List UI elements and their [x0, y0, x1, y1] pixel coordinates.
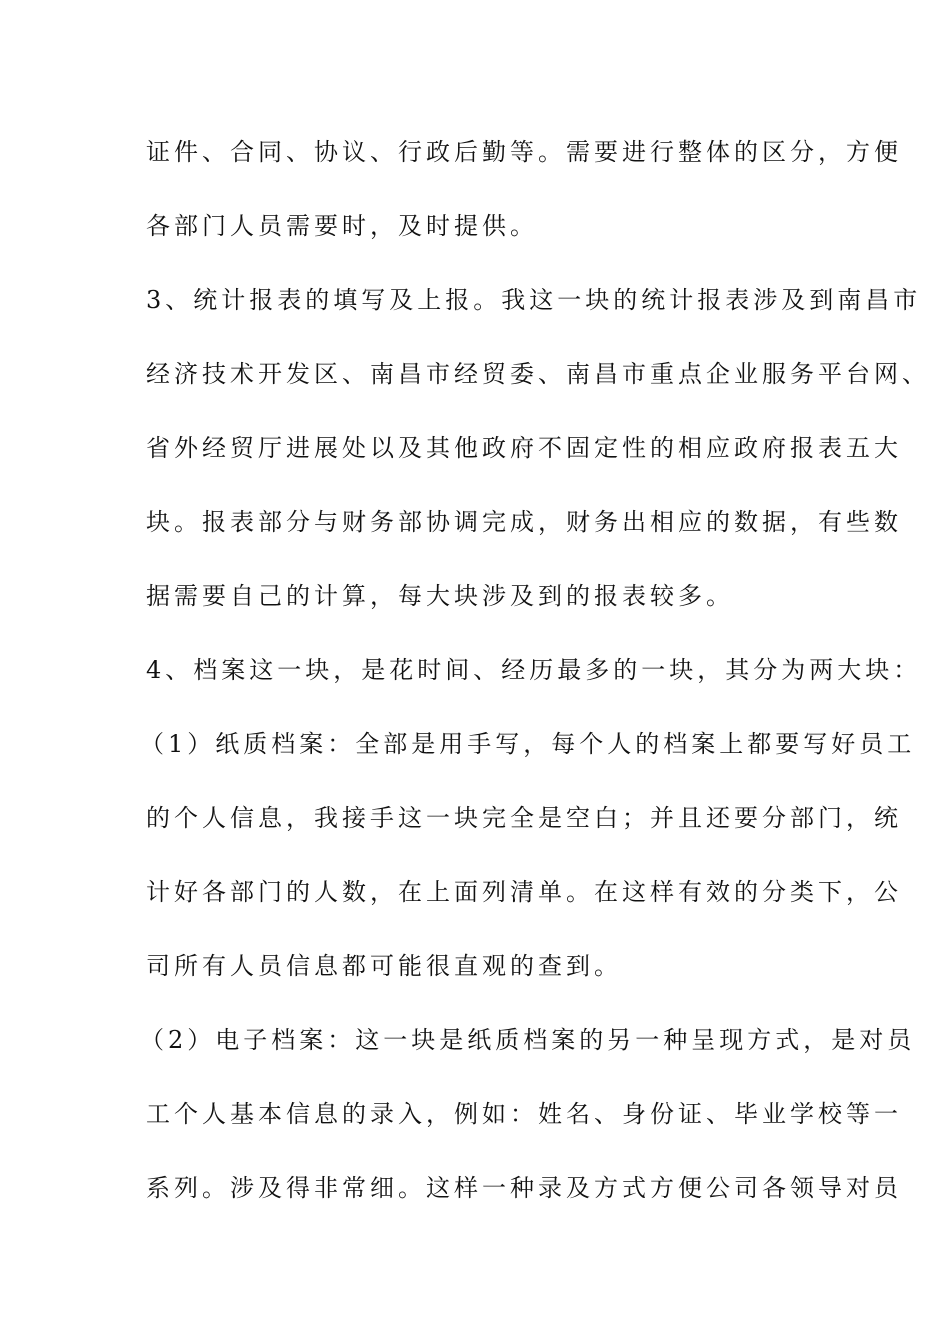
- text-line: 的个人信息，我接手这一块完全是空白；并且还要分部门，统: [146, 804, 902, 832]
- text-line: 工个人基本信息的录入，例如：姓名、身份证、毕业学校等一: [146, 1100, 902, 1128]
- text-line: 计好各部门的人数，在上面列清单。在这样有效的分类下，公: [146, 878, 902, 906]
- text-line: 司所有人员信息都可能很直观的查到。: [146, 952, 622, 980]
- text-line: 3、统计报表的填写及上报。我这一块的统计报表涉及到南昌市: [146, 286, 922, 314]
- text-line: 据需要自己的计算，每大块涉及到的报表较多。: [146, 582, 734, 610]
- text-line: （2）电子档案：这一块是纸质档案的另一种呈现方式，是对员: [140, 1026, 916, 1054]
- text-line: 各部门人员需要时，及时提供。: [146, 212, 538, 240]
- text-line: 证件、合同、协议、行政后勤等。需要进行整体的区分，方便: [146, 138, 902, 166]
- text-line: 4、档案这一块，是花时间、经历最多的一块，其分为两大块：: [146, 656, 922, 684]
- text-line: 省外经贸厅进展处以及其他政府不固定性的相应政府报表五大: [146, 434, 902, 462]
- text-line: （1）纸质档案：全部是用手写，每个人的档案上都要写好员工: [140, 730, 916, 758]
- text-line: 系列。涉及得非常细。这样一种录及方式方便公司各领导对员: [146, 1174, 902, 1202]
- text-line: 块。报表部分与财务部协调完成，财务出相应的数据，有些数: [146, 508, 902, 536]
- text-line: 经济技术开发区、南昌市经贸委、南昌市重点企业服务平台网、: [146, 360, 930, 388]
